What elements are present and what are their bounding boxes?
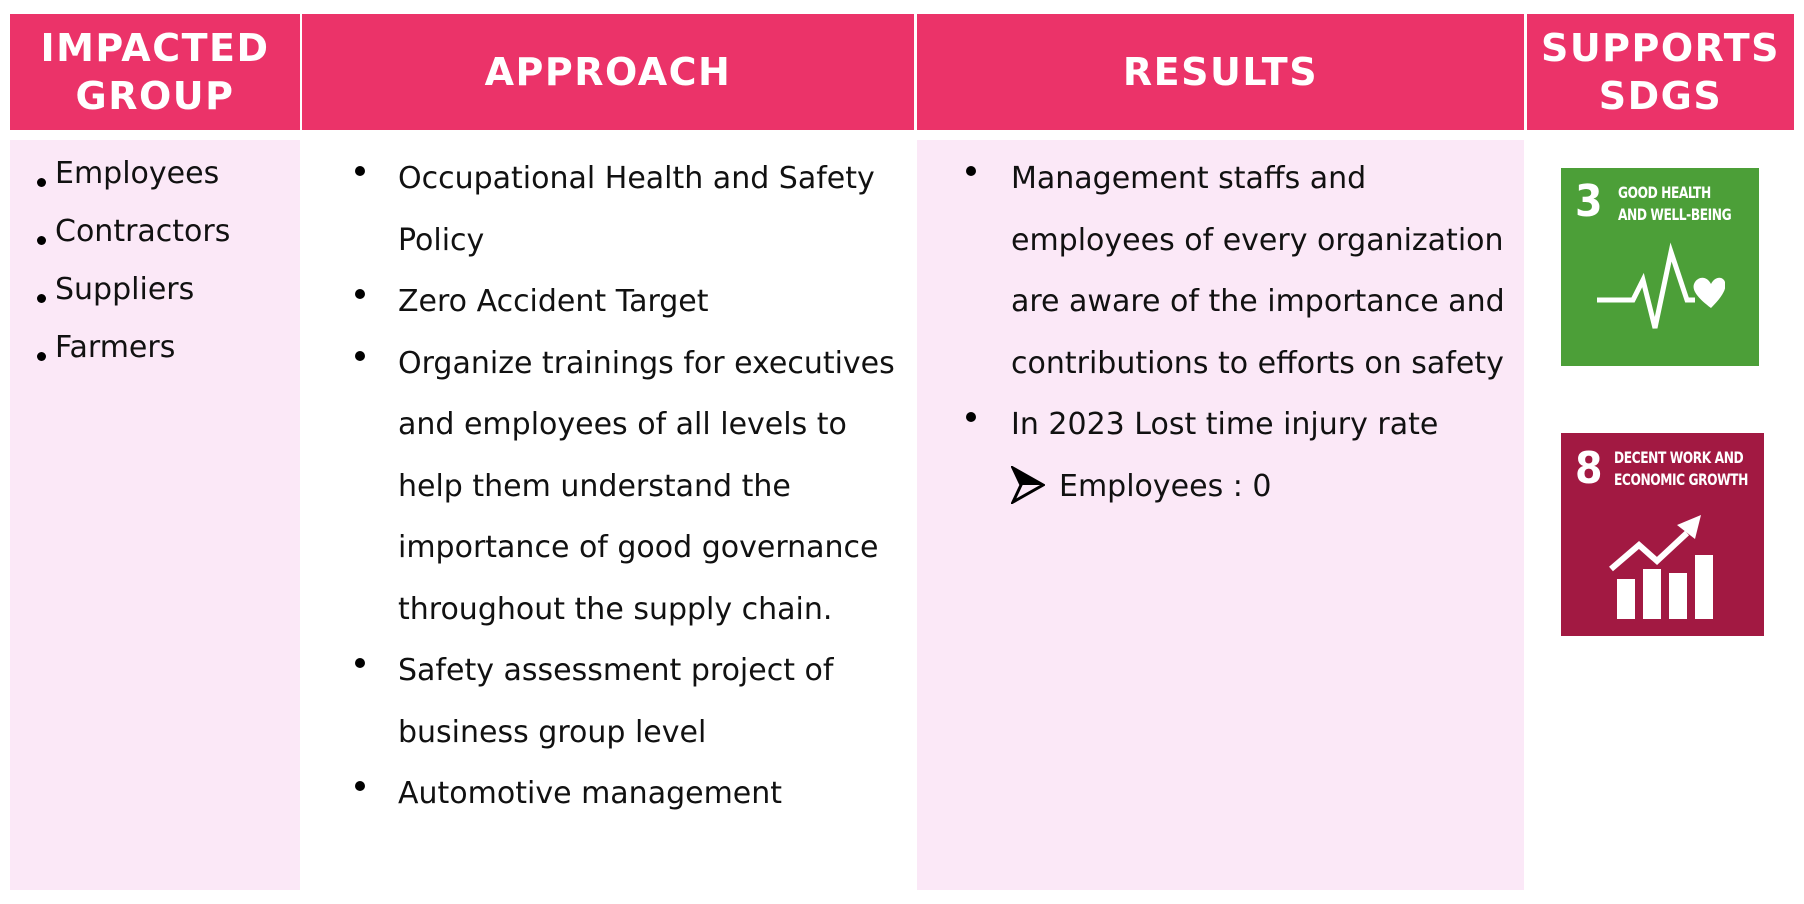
results-item-line: Management staffs and [1011, 161, 1367, 196]
results-item [917, 148, 1524, 394]
results-column [917, 140, 1524, 890]
results-item-line: employees of every organization [1011, 222, 1504, 258]
results-list [917, 140, 1524, 517]
results-sub-item-label: Employees : 0 [1059, 468, 1272, 504]
bullet-icon [966, 166, 976, 176]
approach-item-line: Automotive management [398, 776, 783, 811]
header-impacted-group-line1: IMPACTED [40, 26, 270, 70]
bullet-icon [355, 166, 365, 176]
bullet-icon [966, 412, 976, 422]
impacted-group-column [10, 140, 300, 890]
sdg-3-title [1618, 182, 1731, 226]
approach-list [302, 140, 914, 825]
impacted-group-item: Suppliers [10, 270, 300, 328]
sdg-3-title-line: GOOD HEALTH [1618, 183, 1711, 202]
header-supports-sdgs [1527, 14, 1794, 130]
bullet-icon [355, 658, 365, 668]
sdg-8-title [1614, 447, 1748, 491]
header-approach-label: APPROACH [484, 50, 732, 94]
approach-column [302, 140, 914, 890]
header-impacted-group-line2: GROUP [75, 74, 235, 118]
bullet-icon [355, 781, 365, 791]
approach-item [302, 333, 914, 641]
approach-item-line: and employees of all levels to [398, 407, 847, 442]
impacted-group-item: Contractors [10, 212, 300, 270]
sdg-3-title-line: AND WELL-BEING [1618, 205, 1732, 224]
arrow-bullet-icon [1011, 466, 1045, 504]
sdg-8-title-line: ECONOMIC GROWTH [1614, 470, 1748, 489]
sdg-3-badge [1561, 168, 1759, 366]
results-item-line: contributions to efforts on safety [1011, 345, 1504, 381]
sdg-3-number: 3 [1575, 176, 1603, 227]
sdg-8-title-line: DECENT WORK AND [1614, 448, 1744, 467]
heartbeat-icon [1595, 240, 1725, 340]
approach-item-line: Safety assessment project of [398, 653, 834, 688]
approach-item [302, 763, 914, 825]
approach-item-line: help them understand the [398, 468, 791, 504]
approach-item-line: Zero Accident Target [398, 284, 709, 319]
approach-item-line: Organize trainings for executives [398, 345, 895, 381]
approach-item [302, 640, 914, 763]
header-sdgs-line1: SUPPORTS [1540, 26, 1781, 70]
header-results-label: RESULTS [1122, 50, 1319, 94]
approach-item-line: Policy [398, 222, 485, 258]
sdg-8-badge [1561, 433, 1764, 636]
approach-item-line: business group level [398, 714, 707, 750]
approach-item [302, 271, 914, 333]
bullet-icon [355, 289, 365, 299]
impacted-group-item: Farmers [10, 328, 300, 386]
bullet-icon [355, 351, 365, 361]
header-results [917, 14, 1524, 130]
results-item [917, 394, 1524, 517]
results-item-line: are aware of the importance and [1011, 284, 1505, 319]
impacted-group-list [10, 140, 300, 386]
approach-item [302, 148, 914, 271]
header-approach [302, 14, 914, 130]
approach-item-line: importance of good governance [398, 530, 879, 565]
approach-item-line: Occupational Health and Safety [398, 161, 875, 196]
approach-item-line: throughout the supply chain. [398, 591, 833, 627]
header-impacted-group [10, 14, 300, 130]
results-sub-item [1011, 456, 1524, 518]
impacted-group-item: Employees [10, 154, 300, 212]
sdg-8-number: 8 [1575, 443, 1603, 494]
header-sdgs-line2: SDGS [1598, 74, 1723, 118]
results-item-line: In 2023 Lost time injury rate [1011, 407, 1439, 442]
growth-chart-icon [1609, 511, 1719, 621]
